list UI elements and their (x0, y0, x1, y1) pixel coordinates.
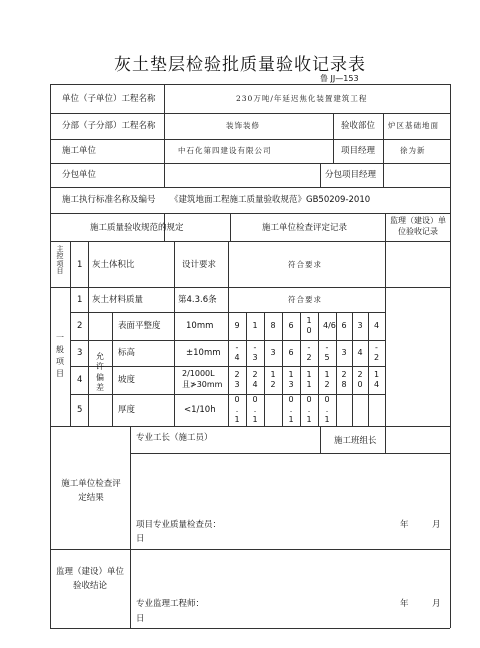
row5-name: 厚度 (118, 405, 136, 415)
measurement-cell: - 5 (324, 343, 330, 362)
supervisor-day-label: 日 (136, 614, 145, 624)
main-control-label: 主 控 项 目 (56, 245, 64, 276)
standard-label: 施工执行标准名称及编号 (62, 195, 156, 205)
standard-value: 《建筑地面工程施工质量验收规范》GB50209-2010 (170, 195, 371, 205)
row3-req: ±10mm (186, 348, 221, 358)
unit-project-label: 单位（子单位）工程名称 (62, 94, 156, 104)
row3-no: 3 (77, 348, 83, 358)
measurement-cell: 6 (288, 321, 294, 330)
row5-no: 5 (77, 405, 83, 415)
measurement-cell: 1 (252, 321, 258, 330)
row3-name: 标高 (118, 348, 136, 358)
general-item1-result: 符合要求 (288, 295, 322, 304)
row4-name: 坡度 (118, 375, 136, 385)
inspection-part-label: 验收部位 (341, 121, 376, 131)
measurement-cell: 9 (234, 321, 240, 330)
spec-column-header: 施工质量验收规范的规定 (90, 223, 184, 233)
measurement-cell: 1 4 (373, 370, 380, 389)
measurement-cell: 2 4 (252, 370, 258, 389)
inspector-year-label: 年 (400, 520, 409, 530)
quality-inspector-label: 项目专业质量检查员： (136, 520, 222, 530)
measurement-cell: - 2 (373, 343, 380, 362)
row4-no: 4 (77, 375, 83, 385)
supervisor-column-header: 监理（建设）单位验收记录 (390, 216, 446, 236)
team-leader-label: 施工班组长 (334, 436, 377, 446)
measurement-cell: 1 0 (306, 316, 312, 335)
measurement-cell: 0 . 1 (324, 395, 330, 424)
project-manager-value: 徐为新 (400, 146, 426, 155)
main-item-no: 1 (77, 260, 83, 270)
main-item-req: 设计要求 (182, 260, 217, 270)
supervising-engineer-label: 专业监理工程师： (136, 599, 205, 609)
measurement-cell: - 4 (234, 343, 240, 362)
measurement-cell: 2 3 (234, 370, 240, 389)
measurement-cell: 4 (357, 348, 363, 357)
row2-no: 2 (77, 321, 83, 331)
measurement-cell: 8 (270, 321, 276, 330)
unit-project-value: 230万吨/年延迟焦化装置建筑工程 (236, 94, 368, 103)
supervisor-conclusion-label: 监理（建设）单位验收结论 (55, 567, 124, 591)
measurement-cell: 1 3 (288, 370, 294, 389)
tolerance-label: 允 许 偏 差 (96, 352, 104, 393)
row4-req-line1: 2/1000L (182, 369, 215, 378)
foreman-label: 专业工长（施工员） (136, 433, 213, 443)
measurement-cell: 6 (288, 348, 294, 357)
contractor-value: 中石化第四建设有限公司 (178, 146, 272, 155)
project-manager-label: 项目经理 (341, 146, 376, 156)
inspector-day-label: 日 (136, 534, 145, 544)
supervisor-year-label: 年 (400, 599, 409, 609)
sub-project-label: 分部（子分部）工程名称 (62, 121, 156, 131)
supervisor-month-label: 月 (432, 599, 441, 609)
general-item1-req: 第4.3.6条 (178, 295, 217, 305)
measurement-cell: 0 . 1 (306, 395, 312, 424)
measurement-cell: 2 0 (357, 370, 363, 389)
measurement-cell: 0 . 1 (288, 395, 294, 424)
measurement-cell: 4/6 (323, 321, 336, 330)
form-code: 鲁 JJ—153 (320, 74, 359, 83)
inspector-month-label: 月 (432, 520, 441, 530)
subcontractor-pm-label: 分包项目经理 (325, 170, 377, 180)
record-column-header: 施工单位检查评定记录 (262, 223, 348, 233)
measurement-cell: 0 . 1 (234, 395, 240, 424)
sub-project-value: 装饰装修 (226, 121, 260, 130)
measurement-cell: 3 (341, 348, 347, 357)
document-title: 灰土垫层检验批质量验收记录表 (114, 55, 366, 75)
measurement-cell: 2 8 (341, 370, 347, 389)
measurement-cell: 3 (270, 348, 276, 357)
row2-name: 表面平整度 (118, 321, 161, 331)
general-items-label: 一 般 项 目 (56, 333, 64, 378)
row4-req-line2: 且≯30mm (182, 380, 223, 389)
general-item1-name: 灰土材料质量 (92, 295, 144, 305)
row2-req: 10mm (186, 321, 214, 331)
main-item-result: 符合要求 (288, 260, 322, 269)
contractor-check-label: 施工单位检查评定结果 (61, 479, 121, 503)
main-item-name: 灰土体积比 (92, 260, 135, 270)
measurement-cell: 1 1 (306, 370, 312, 389)
measurement-cell: 0 . 1 (252, 395, 258, 424)
measurement-cell: 1 2 (270, 370, 276, 389)
measurement-cell: 6 (341, 321, 347, 330)
contractor-label: 施工单位 (62, 146, 97, 156)
row5-req: <1/10h (184, 405, 216, 415)
measurement-cell: 1 2 (324, 370, 330, 389)
subcontractor-label: 分包单位 (62, 170, 97, 180)
measurement-cell: - 3 (252, 343, 258, 362)
measurement-cell: - 2 (306, 343, 312, 362)
measurement-cell: 4 (373, 321, 380, 330)
measurement-cell: 3 (357, 321, 363, 330)
inspection-part-value: 炉区基础地面 (388, 121, 439, 130)
general-item1-no: 1 (77, 295, 83, 305)
